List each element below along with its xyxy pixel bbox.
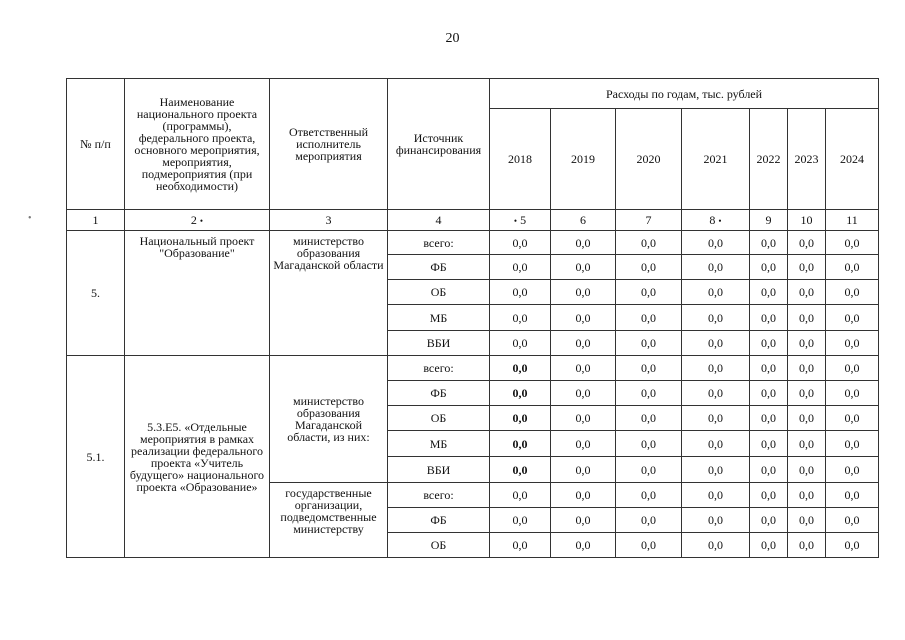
value-cell: 0,0 — [490, 381, 551, 406]
executor: министерство образования Магаданской области — [270, 231, 388, 356]
value-cell: 0,0 — [750, 331, 788, 356]
source-cell: ОБ — [388, 406, 490, 431]
value-cell: 0,0 — [788, 406, 826, 431]
value-cell: 0,0 — [750, 280, 788, 305]
value-cell: 0,0 — [826, 280, 879, 305]
value-cell: 0,0 — [750, 457, 788, 483]
header-num: № п/п — [67, 79, 125, 210]
value-cell: 0,0 — [490, 508, 551, 533]
value-cell: 0,0 — [551, 483, 616, 508]
executor: министерство образования Магаданской области, из них: — [270, 356, 388, 483]
scan-speck: • — [28, 213, 32, 224]
source-cell: всего: — [388, 483, 490, 508]
col-number: • 5 — [490, 210, 551, 231]
year-2019: 2019 — [551, 109, 616, 210]
value-cell: 0,0 — [551, 457, 616, 483]
value-cell: 0,0 — [750, 305, 788, 331]
year-2021: 2021 — [682, 109, 750, 210]
year-2024: 2024 — [826, 109, 879, 210]
value-cell: 0,0 — [616, 508, 682, 533]
header-expenses: Расходы по годам, тыс. рублей — [490, 79, 879, 109]
value-cell: 0,0 — [551, 431, 616, 457]
value-cell: 0,0 — [826, 483, 879, 508]
value-cell: 0,0 — [490, 431, 551, 457]
value-cell: 0,0 — [788, 457, 826, 483]
col-number: 10 — [788, 210, 826, 231]
col-number: 4 — [388, 210, 490, 231]
value-cell: 0,0 — [616, 457, 682, 483]
value-cell: 0,0 — [490, 255, 551, 280]
value-cell: 0,0 — [750, 356, 788, 381]
value-cell: 0,0 — [788, 508, 826, 533]
value-cell: 0,0 — [616, 533, 682, 558]
source-cell: всего: — [388, 231, 490, 255]
value-cell: 0,0 — [750, 231, 788, 255]
source-cell: ВБИ — [388, 457, 490, 483]
value-cell: 0,0 — [682, 356, 750, 381]
value-cell: 0,0 — [551, 356, 616, 381]
value-cell: 0,0 — [826, 381, 879, 406]
value-cell: 0,0 — [826, 356, 879, 381]
value-cell: 0,0 — [826, 255, 879, 280]
value-cell: 0,0 — [490, 406, 551, 431]
value-cell: 0,0 — [682, 331, 750, 356]
table-row — [67, 231, 879, 255]
value-cell: 0,0 — [682, 533, 750, 558]
value-cell: 0,0 — [826, 231, 879, 255]
value-cell: 0,0 — [750, 431, 788, 457]
value-cell: 0,0 — [616, 431, 682, 457]
numbering-row — [67, 210, 879, 231]
value-cell: 0,0 — [788, 231, 826, 255]
value-cell: 0,0 — [826, 331, 879, 356]
project-name: Национальный проект "Образование" — [125, 231, 270, 356]
value-cell: 0,0 — [750, 508, 788, 533]
value-cell: 0,0 — [490, 231, 551, 255]
value-cell: 0,0 — [788, 331, 826, 356]
value-cell: 0,0 — [788, 431, 826, 457]
value-cell: 0,0 — [490, 356, 551, 381]
col-number: 9 — [750, 210, 788, 231]
value-cell: 0,0 — [490, 457, 551, 483]
value-cell: 0,0 — [682, 305, 750, 331]
row-number: 5. — [67, 231, 125, 356]
value-cell: 0,0 — [551, 508, 616, 533]
source-cell: МБ — [388, 305, 490, 331]
year-2022: 2022 — [750, 109, 788, 210]
budget-table — [66, 78, 879, 558]
year-2023: 2023 — [788, 109, 826, 210]
row-number: 5.1. — [67, 356, 125, 558]
value-cell: 0,0 — [788, 356, 826, 381]
value-cell: 0,0 — [490, 483, 551, 508]
value-cell: 0,0 — [616, 483, 682, 508]
col-number: 11 — [826, 210, 879, 231]
value-cell: 0,0 — [826, 406, 879, 431]
project-name: 5.3.Е5. «Отдельные мероприятия в рамках реализации федерального проекта «Учитель будущего» национального проекта «Образование» — [125, 356, 270, 558]
value-cell: 0,0 — [826, 305, 879, 331]
table-row — [67, 356, 879, 381]
value-cell: 0,0 — [682, 231, 750, 255]
col-number: 7 — [616, 210, 682, 231]
col-number: 8 • — [682, 210, 750, 231]
value-cell: 0,0 — [682, 280, 750, 305]
source-cell: ФБ — [388, 255, 490, 280]
value-cell: 0,0 — [551, 406, 616, 431]
value-cell: 0,0 — [616, 305, 682, 331]
value-cell: 0,0 — [616, 255, 682, 280]
col-number: 1 — [67, 210, 125, 231]
col-number: 6 — [551, 210, 616, 231]
source-cell: МБ — [388, 431, 490, 457]
value-cell: 0,0 — [490, 305, 551, 331]
value-cell: 0,0 — [826, 457, 879, 483]
executor: государственные организации, подведомственные министерству — [270, 483, 388, 558]
value-cell: 0,0 — [490, 331, 551, 356]
value-cell: 0,0 — [551, 381, 616, 406]
value-cell: 0,0 — [682, 483, 750, 508]
value-cell: 0,0 — [750, 533, 788, 558]
value-cell: 0,0 — [826, 508, 879, 533]
year-2020: 2020 — [616, 109, 682, 210]
value-cell: 0,0 — [616, 406, 682, 431]
value-cell: 0,0 — [750, 255, 788, 280]
header-executor: Ответственный исполнитель мероприятия — [270, 79, 388, 210]
value-cell: 0,0 — [682, 406, 750, 431]
value-cell: 0,0 — [616, 231, 682, 255]
value-cell: 0,0 — [616, 356, 682, 381]
value-cell: 0,0 — [682, 255, 750, 280]
source-cell: ОБ — [388, 533, 490, 558]
source-cell: ФБ — [388, 381, 490, 406]
source-cell: ВБИ — [388, 331, 490, 356]
page-number: 20 — [445, 31, 460, 46]
value-cell: 0,0 — [682, 457, 750, 483]
value-cell: 0,0 — [551, 533, 616, 558]
value-cell: 0,0 — [551, 231, 616, 255]
source-cell: ОБ — [388, 280, 490, 305]
value-cell: 0,0 — [490, 280, 551, 305]
value-cell: 0,0 — [616, 280, 682, 305]
value-cell: 0,0 — [682, 508, 750, 533]
value-cell: 0,0 — [682, 431, 750, 457]
header-name: Наименование национального проекта (программы), федерального проекта, основного мероприятия, мероприятия, подмероприятия (при необходимости) — [125, 79, 270, 210]
value-cell: 0,0 — [551, 280, 616, 305]
value-cell: 0,0 — [788, 533, 826, 558]
source-cell: всего: — [388, 356, 490, 381]
value-cell: 0,0 — [826, 431, 879, 457]
col-number: 3 — [270, 210, 388, 231]
value-cell: 0,0 — [551, 255, 616, 280]
value-cell: 0,0 — [616, 331, 682, 356]
value-cell: 0,0 — [490, 533, 551, 558]
value-cell: 0,0 — [788, 255, 826, 280]
value-cell: 0,0 — [616, 381, 682, 406]
header-source: Источник финансирования — [388, 79, 490, 210]
value-cell: 0,0 — [826, 533, 879, 558]
col-number: 2 • — [125, 210, 270, 231]
value-cell: 0,0 — [788, 305, 826, 331]
value-cell: 0,0 — [788, 381, 826, 406]
value-cell: 0,0 — [750, 381, 788, 406]
value-cell: 0,0 — [750, 483, 788, 508]
source-cell: ФБ — [388, 508, 490, 533]
value-cell: 0,0 — [750, 406, 788, 431]
value-cell: 0,0 — [682, 381, 750, 406]
value-cell: 0,0 — [551, 305, 616, 331]
value-cell: 0,0 — [788, 483, 826, 508]
value-cell: 0,0 — [788, 280, 826, 305]
year-2018: 2018 — [490, 109, 551, 210]
value-cell: 0,0 — [551, 331, 616, 356]
